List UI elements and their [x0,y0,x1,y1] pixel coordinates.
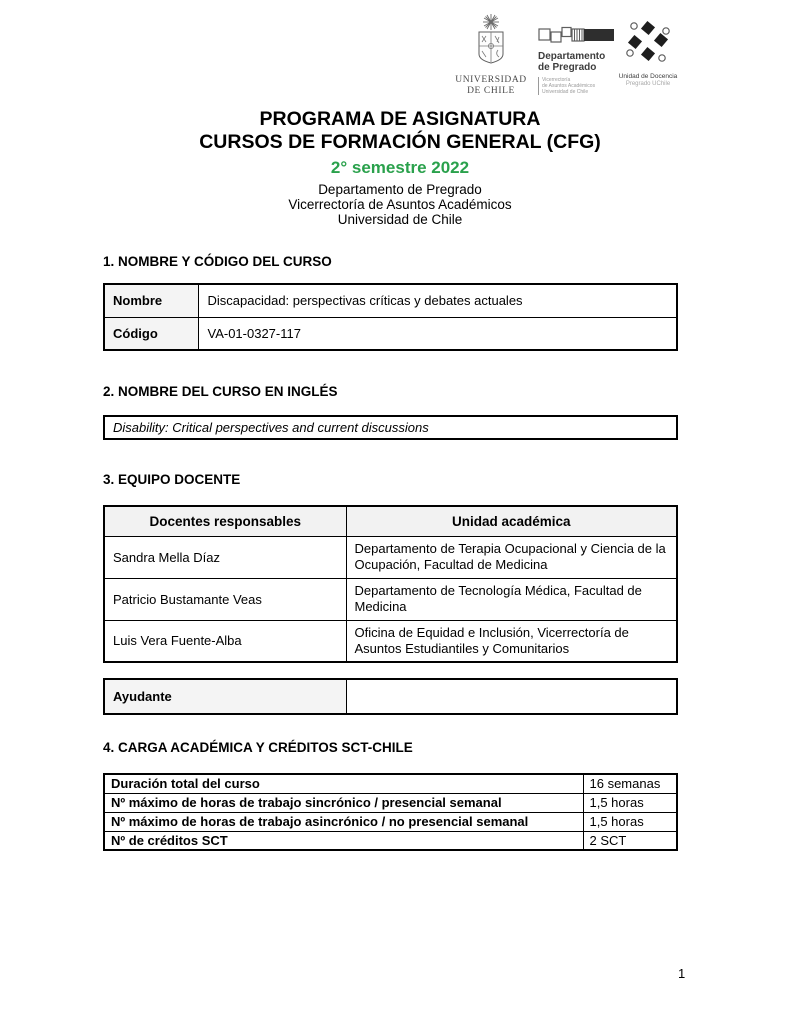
uchile-wordmark-line1: UNIVERSIDAD [455,75,527,85]
course-name-code-table [103,283,678,351]
section-2-heading: 2. NOMBRE DEL CURSO EN INGLÉS [103,384,338,399]
subtitle-vicerrectoria: Vicerrectoría de Asuntos Académicos [288,197,512,212]
page-number: 1 [678,966,686,981]
nombre-label: Nombre [104,284,198,317]
docente-name: Sandra Mella Díaz [104,536,346,578]
semester-subtitle: 2° semestre 2022 [330,158,470,177]
table-row [104,812,677,831]
ayudante-label: Ayudante [104,679,346,714]
pregrado-squares-icon [538,26,616,44]
document-title-line2: CURSOS DE FORMACIÓN GENERAL (CFG) [199,131,601,153]
universidad-de-chile-logo [450,13,532,96]
ayudante-table [103,678,678,715]
docente-unit: Departamento de Tecnología Médica, Facultad de Medicina [346,578,677,620]
uchile-crest-icon [468,13,514,69]
academic-load-table [103,773,678,851]
section-3-heading: 3. EQUIPO DOCENTE [103,472,241,487]
table-row [104,416,677,439]
table-header-row [104,506,677,536]
subtitle-departamento: Departamento de Pregrado [318,182,482,197]
creditos-label: Nº de créditos SCT [104,831,583,850]
horas-asincronico-label: Nº máximo de horas de trabajo asincrónico / no presencial semanal [104,812,583,831]
uchile-wordmark-line2: DE CHILE [467,85,515,96]
codigo-value: VA-01-0327-117 [198,317,677,350]
teaching-team-table [103,505,678,663]
subtitle-universidad: Universidad de Chile [337,212,463,227]
docente-unit: Oficina de Equidad e Inclusión, Vicerrectoría de Asuntos Estudiantiles y Comunitarios [346,620,677,662]
horas-sincronico-label: Nº máximo de horas de trabajo sincrónico / presencial semanal [104,793,583,812]
nombre-value: Discapacidad: perspectivas críticas y debates actuales [198,284,677,317]
docente-name: Luis Vera Fuente-Alba [104,620,346,662]
english-name-value: Disability: Critical perspectives and current discussions [104,416,677,439]
table-row [104,536,677,578]
title-block [0,108,800,227]
duracion-label: Duración total del curso [104,774,583,793]
codigo-label: Código [104,317,198,350]
table-row [104,774,677,793]
docente-name: Patricio Bustamante Veas [104,578,346,620]
table-row [104,793,677,812]
table-row [104,831,677,850]
pregrado-subtitle-line3: Universidad de Chile [542,89,589,95]
table-row [104,317,677,350]
docencia-pinwheel-icon [619,18,677,66]
pregrado-subtitle-line1: Vicerrectoría [542,77,571,83]
document-title-line1: PROGRAMA DE ASIGNATURA [259,108,541,130]
pregrado-subtitle-line2: de Asuntos Académicos [542,83,596,89]
english-name-table [103,415,678,440]
docentes-column-header: Docentes responsables [104,506,346,536]
unidad-de-docencia-logo [612,18,684,88]
departamento-de-pregrado-logo [538,26,618,95]
docente-unit: Departamento de Terapia Ocupacional y Ciencia de la Ocupación, Facultad de Medicina [346,536,677,578]
pregrado-title-line1: Departamento [538,51,606,62]
table-row [104,578,677,620]
horas-sincronico-value: 1,5 horas [583,793,677,812]
section-4-heading: 4. CARGA ACADÉMICA Y CRÉDITOS SCT-CHILE [103,740,413,755]
duracion-value: 16 semanas [583,774,677,793]
unidad-column-header: Unidad académica [346,506,677,536]
section-1-heading: 1. NOMBRE Y CÓDIGO DEL CURSO [103,254,332,269]
table-row [104,284,677,317]
horas-asincronico-value: 1,5 horas [583,812,677,831]
pregrado-title-line2: de Pregrado [538,61,597,73]
creditos-value: 2 SCT [583,831,677,850]
docencia-subtitle: Pregrado UChile [625,81,671,87]
table-row [104,620,677,662]
docencia-title: Unidad de Docencia [618,73,678,80]
table-row [104,679,677,714]
ayudante-value [346,679,677,714]
